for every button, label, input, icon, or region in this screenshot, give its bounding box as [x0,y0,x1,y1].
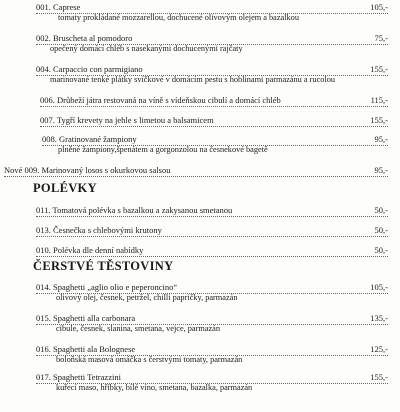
item-price: 105,- [370,2,388,12]
item-name: 007. Tygří krevety na jehle s limetou a balsamicem [40,115,214,125]
item-price: 50,- [374,225,388,235]
item-name: 001. Caprese [36,2,81,12]
item-price: 135,- [370,313,388,323]
item-price: 155,- [370,64,388,74]
item-name: 002. Bruscheta al pomodoro [36,33,133,43]
section-heading-soups: POLÉVKY [33,181,97,195]
item-name: 015. Spaghetti alla carbonara [36,313,136,323]
item-price: 50,- [374,245,388,255]
menu-item [0,372,400,412]
item-name: 008. Gratinované žampiony [42,134,137,144]
item-name: 013. Česnečka s chlebovými krutony [36,225,162,235]
item-price: 115,- [370,95,388,105]
item-name: 010. Polévka dle denní nabídky [36,245,144,255]
item-description: cibule, česnek, slanina, smetana, vejce, parmazán [56,324,221,333]
item-description: opečený domácí chléb s nasekanými dochucenými rajčaty [50,44,243,53]
item-name: 017. Spaghetti Tetrazzini [36,372,121,382]
item-description: tomaty prokládané mozzarellou, dochucené olivovým olejem a bazalkou [58,13,299,22]
item-description: kuřecí maso, hříbky, bílé víno, smetana, bazalka, parmazán [56,383,253,392]
item-name: 014. Spaghetti „aglio olio e peperoncino“ [36,282,178,292]
item-price: 155,- [370,115,388,125]
item-name: 011. Tomatová polévka s bazalkou a zakysanou smetanou [36,205,233,215]
item-name: 016. Spaghetti ala Bolognese [36,344,136,354]
item-price: 75,- [374,33,388,43]
item-price: 105,- [370,282,388,292]
item-name: 006. Drůbeží játra restovaná na víně s vídeňskou cibulí a domácí chléb [40,95,281,105]
item-description: marinované tenké plátky svíčkové v domácím pestu s hoblinami parmazánu a rucolou [50,75,336,84]
item-price: 50,- [374,205,388,215]
item-name: 004. Carpaccio con parmigiano [36,64,143,74]
item-price: 95,- [374,165,388,175]
item-description: plněné žampiony,špenátem a gorgonzolou na česnekové bagetě [58,145,268,154]
section-heading-pasta: ČERSTVÉ TĚSTOVINY [33,259,174,273]
item-name: Nové 009. Marinovaný losos s okurkovou salsou [4,165,171,175]
item-description: olivový olej, česnek, petržel, chilli papričky, parmazán [56,293,238,302]
item-price: 155,- [370,372,388,382]
item-description: boloňská masová omáčka s čerstvými tomaty, parmazán [56,355,243,364]
item-price: 125,- [370,344,388,354]
item-price: 95,- [374,134,388,144]
